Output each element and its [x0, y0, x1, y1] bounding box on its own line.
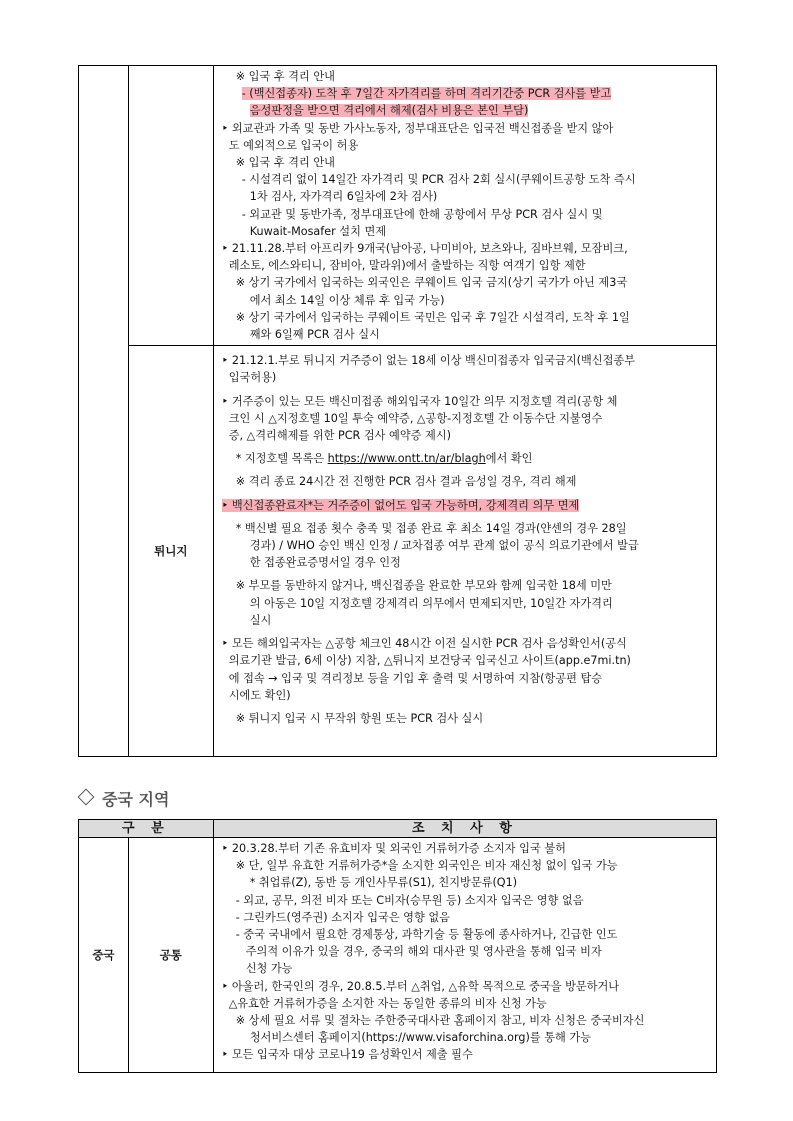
header-category: 구 분	[79, 820, 214, 838]
hotel-list-link[interactable]: https://www.ontt.tn/ar/blagh	[327, 452, 486, 466]
region-china: 중국	[79, 838, 129, 1073]
header-measures: 조 치 사 항	[213, 820, 716, 838]
diamond-icon	[78, 789, 95, 806]
region-cell	[79, 66, 129, 757]
country-tunisia: 튀니지	[128, 346, 213, 757]
section-title: 중국 지역	[80, 787, 169, 810]
china-table	[78, 819, 717, 1073]
country-cell	[128, 66, 213, 346]
table-row-tunisia	[79, 346, 717, 757]
table-row-china	[79, 838, 717, 1073]
table-continued	[78, 65, 717, 757]
measures-cell-tunisia: ‣ 21.12.1.부로 튀니지 거주증이 없는 18세 이상 백신미접종자 입국금지(백신접종부 입국허용) ‣ 거주증이 있는 모든 백신미접종 해외입국자 10일간 의무 지정호텔 격리(공항 체 크인 시 △지정호텔 10일 투숙 예약증, △공항-지정호텔 간 이동수단 지불영수 증, △격리해제를 위한 PCR 검사 예약증 제시) * 지정호텔 목록은 https://www.ontt.tn/ar/blagh에서 확인 ※ 격리 종료 24시간 전 진행한 PCR 검사 결과 음성일 경우, 격리 해제 ‣ 백신접종완료자*는 거주증이 없어도 입국 가능하며, 강제격리 의무 면제 * 백신별 필요 접종 횟수 충족 및 접종 완료 후 최소 14일 경과(얀센의 경우 28일 경과) / WHO 승인 백신 인정 / 교차접종 여부 관계 없이 공식 의료기관에서 발급 한 접종완료증명서일 경우 인정 ※ 부모를 동반하지 않거나, 백신접종을 완료한 부모와 함께 입국한 18세 미만 의 아동은 10일 지정호텔 강제격리 의무에서 면제되지만, 10일간 자가격리 실시 ‣ 모든 해외입국자는 △공항 체크인 48시간 이전 실시한 PCR 검사 음성확인서(공식 의료기관 발급, 6세 이상) 지참, △튀니지 보건당국 입국신고 사이트(app.e7mi.tn) 에 접속 → 입국 및 격리정보 등을 기입 후 출력 및 서명하여 지참(항공편 탑승 시에도 확인) ※ 튀니지 입국 시 무작위 항원 또는 PCR 검사 실시	[213, 346, 716, 757]
subregion-common: 공통	[128, 838, 213, 1073]
table-row	[79, 66, 717, 346]
measures-cell: ※ 입국 후 격리 안내 - (백신접종자) 도착 후 7일간 자가격리를 하며 격리기간중 PCR 검사를 받고 음성판정을 받으면 격리에서 해제(검사 비용은 본인 부담) ‣ 외교관과 가족 및 동반 가사노동자, 정부대표단은 입국전 백신접종을 받지 않아 도 예외적으로 입국이 허용 ※ 입국 후 격리 안내 - 시설격리 없이 14일간 자가격리 및 PCR 검사 2회 실시(쿠웨이트공항 도착 즉시 1차 검사, 자가격리 6일차에 2차 검사) - 외교관 및 동반가족, 정부대표단에 한해 공항에서 무상 PCR 검사 실시 및 Kuwait-Mosafer 설치 면제 ‣ 21.11.28.부터 아프리카 9개국(남아공, 나미비아, 보츠와나, 짐바브웨, 모잠비크, 레소토, 에스와티니, 잠비아, 말라위)에서 출발하는 직항 여객기 입항 제한 ※ 상기 국가에서 입국하는 외국인은 쿠웨이트 입국 금지(상기 국가가 아닌 제3국 에서 최소 14일 이상 체류 후 입국 가능) ※ 상기 국가에서 입국하는 쿠웨이트 국민은 입국 후 7일간 시설격리, 도착 후 1일 째와 6일째 PCR 검사 실시	[213, 66, 716, 346]
measures-cell-china: ‣ 20.3.28.부터 기존 유효비자 및 외국인 거류허가증 소지자 입국 불허 ※ 단, 일부 유효한 거류허가증*을 소지한 외국인은 비자 재신청 없이 입국 가능 * 취업류(Z), 동반 등 개인사무류(S1), 친지방문류(Q1) - 외교, 공무, 의전 비자 또는 C비자(승무원 등) 소지자 입국은 영향 없음 - 그린카드(영주권) 소지자 입국은 영향 없음 - 중국 국내에서 필요한 경제통상, 과학기술 등 활동에 종사하거나, 긴급한 인도 주의적 이유가 있을 경우, 중국의 해외 대사관 및 영사관을 통해 입국 비자 신청 가능 ‣ 아울러, 한국인의 경우, 20.8.5.부터 △취업, △유학 목적으로 중국을 방문하거나 △유효한 거류허가증을 소지한 자는 동일한 종류의 비자 신청 가능 ※ 상세 필요 서류 및 절차는 주한중국대사관 홈페이지 참고, 비자 신청은 중국비자신 청서비스센터 홈페이지(https://www.visaforchina.org)를 통해 가능 ‣ 모든 입국자 대상 코로나19 음성확인서 제출 필수	[213, 838, 716, 1073]
table-header	[79, 820, 717, 838]
